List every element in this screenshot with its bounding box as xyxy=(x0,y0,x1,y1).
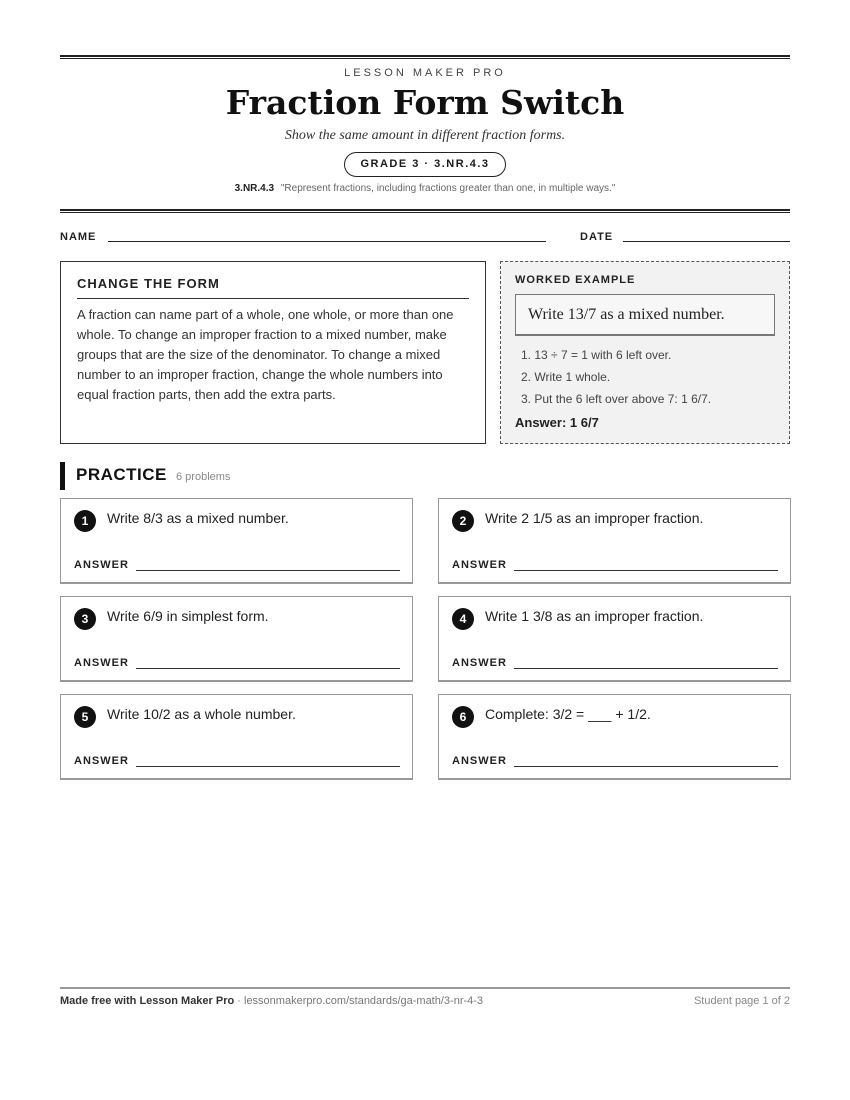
footer-url[interactable]: · lessonmakerpro.com/standards/ga-math/3-nr-4-3 xyxy=(234,995,484,1007)
change-the-form-body: A fraction can name part of a whole, one whole, or more than one whole. To change an improper fraction to a mixed number, make groups that are the size of the denominator. To change a mixed number to an improper fraction, change the whole numbers into equal fraction parts, then add the extra parts. xyxy=(77,307,454,402)
page-subtitle: Show the same amount in different fraction forms. xyxy=(284,128,566,143)
answer-label: ANSWER xyxy=(74,755,129,767)
standard-code: 3.NR.4.3 xyxy=(234,183,275,194)
worked-example-prompt: Write 13/7 as a mixed number. xyxy=(515,294,775,336)
problem-number-badge: 5 xyxy=(74,706,96,728)
problem-card xyxy=(60,596,413,682)
problem-number-badge: 4 xyxy=(452,608,474,630)
problem-card xyxy=(438,596,791,682)
answer-field[interactable] xyxy=(136,766,400,767)
date-field[interactable] xyxy=(623,241,790,242)
problem-prompt: Write 6/9 in simplest form. xyxy=(107,608,269,624)
answer-label: ANSWER xyxy=(74,559,129,571)
worked-example-step: 1. 13 ÷ 7 = 1 with 6 left over. xyxy=(521,348,672,362)
problem-number-badge: 3 xyxy=(74,608,96,630)
practice-count: 6 problems xyxy=(176,471,231,483)
footer-page-number: Student page 1 of 2 xyxy=(693,995,790,1007)
answer-label: ANSWER xyxy=(452,755,507,767)
problem-card xyxy=(60,694,413,780)
problem-card xyxy=(438,694,791,780)
problem-prompt: Write 1 3/8 as an improper fraction. xyxy=(485,608,704,624)
problem-number-badge: 2 xyxy=(452,510,474,532)
worked-example-box xyxy=(500,261,790,444)
answer-field[interactable] xyxy=(514,570,778,571)
date-label: DATE xyxy=(580,231,614,243)
answer-field[interactable] xyxy=(514,766,778,767)
page-title: Fraction Form Switch xyxy=(225,83,625,122)
worked-example-answer: Answer: 1 6/7 xyxy=(515,415,599,430)
problem-prompt: Write 10/2 as a whole number. xyxy=(107,706,296,722)
problem-card xyxy=(60,498,413,584)
worked-example-heading: WORKED EXAMPLE xyxy=(515,274,636,286)
practice-heading: PRACTICE xyxy=(76,465,167,484)
answer-label: ANSWER xyxy=(74,657,129,669)
answer-label: ANSWER xyxy=(452,559,507,571)
footer-made-with: Made free with Lesson Maker Pro xyxy=(60,995,235,1007)
top-double-rule xyxy=(60,55,790,59)
worked-example-step: 2. Write 1 whole. xyxy=(521,370,611,384)
footer-credit xyxy=(60,995,483,1007)
answer-label: ANSWER xyxy=(452,657,507,669)
change-the-form-heading: CHANGE THE FORM xyxy=(77,276,469,299)
problem-prompt: Write 2 1/5 as an improper fraction. xyxy=(485,510,704,526)
worked-example-step: 3. Put the 6 left over above 7: 1 6/7. xyxy=(521,392,712,406)
answer-field[interactable] xyxy=(136,668,400,669)
problem-card xyxy=(438,498,791,584)
name-label: NAME xyxy=(60,231,97,243)
answer-field[interactable] xyxy=(514,668,778,669)
practice-accent-bar xyxy=(60,462,65,490)
grade-badge: GRADE 3 · 3.NR.4.3 xyxy=(344,152,506,177)
problem-prompt: Complete: 3/2 = ___ + 1/2. xyxy=(485,706,651,722)
problem-prompt: Write 8/3 as a mixed number. xyxy=(107,510,289,526)
problem-number-badge: 6 xyxy=(452,706,474,728)
problem-number-badge: 1 xyxy=(74,510,96,532)
answer-field[interactable] xyxy=(136,570,400,571)
change-the-form-box xyxy=(60,261,486,444)
header-double-rule xyxy=(60,209,790,213)
footer-rule xyxy=(60,987,790,989)
brand-label: LESSON MAKER PRO xyxy=(344,67,506,79)
standard-line xyxy=(60,183,790,194)
standard-text: "Represent fractions, including fractions greater than one, in multiple ways." xyxy=(280,183,616,194)
worked-example-steps xyxy=(515,344,775,410)
name-field[interactable] xyxy=(108,241,546,242)
